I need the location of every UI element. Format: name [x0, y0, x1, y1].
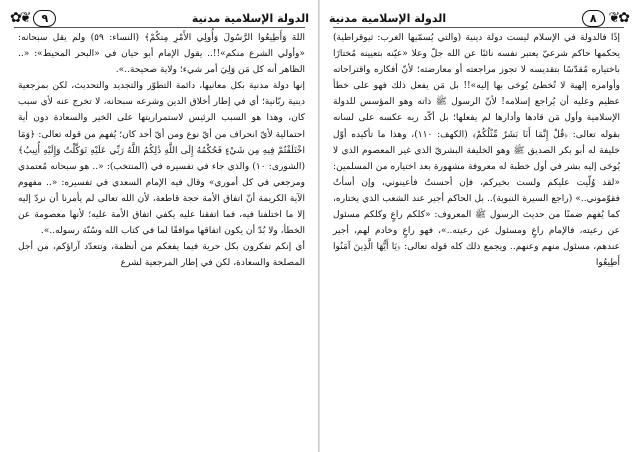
right-page: [319, 0, 638, 452]
right-page-number: ٨: [582, 10, 605, 27]
right-page-header: [329, 8, 628, 28]
left-page-number: ٩: [33, 10, 56, 27]
right-page-body: [333, 30, 620, 271]
left-paragraph-3: أي إنكم تفكرون بكل حرية فيما يفعكم من أنظمة، وتتعدّد آراؤكم، من أجل المصلحة والسعادة، لكن في إطار المرجعية لشرع: [18, 242, 305, 269]
left-running-title: الدولة الإسلامية مدنية: [191, 11, 309, 25]
left-paragraph-1: اللهَ وَأَطِيعُوا الرَّسُولَ وَأُولِي الأَمْرِ مِنكُمْ﴾ (النساء: ٥٩) ولم يقل سبحانه: «وأولي الشرع منكم»!!.. يقول الإمام أبو حيان في «البحر المحيط»: «.. الظاهر أنه كل مَن وَلِيَ أمر شيء؛ ولاية صحيحة..».: [18, 33, 305, 76]
left-page-body: [18, 30, 305, 271]
left-paragraph-2: إنها دولة مدنية بكل معانيها، دائمة التطوّر والتجديد والتحديث، لكن بمرجعية دينية ربّانية؛ أي في إطار أخلاق الدين وشرعه سبحانه، لا تخرج عنه لأي سبب كان، وهذا هو السبب الرئيس لاستمراريتها على الخير والسعادة دون أية احتمالية لأيّ انحراف من أيّ نوع ومن أيّ أحد كان؛ يُفهم من قوله تعالى: ﴿وَمَا اخْتَلَفْتُمْ فِيهِ مِن شَيْءٍ فَحُكْمُهُ إِلَى اللَّهِ ذَٰلِكُمُ اللَّهُ رَبِّي عَلَيْهِ تَوَكَّلْتُ وَإِلَيْهِ أُنِيبُ﴾ (الشورى: ١٠) والذي جاء في تفسيره في (المنتخب): «.. هو سبحانه مُعتمدي ومرجعي في كل أموري» وقال فيه الإمام السعدي في تفسيره: «.. مفهوم الآية الكريمة أنّ اتفاق الأمة حجة قاطعة، لأن الله تعالى لم يأمرنا أن نردّ إليه إلا ما اختلفنا فيه، فما اتفقنا عليه يكفي اتفاق الأمة عليه؛ لأنها معصومة عن الخطأ، ولا بُدّ أن يكون اتفاقها موافقًا لما في كتاب الله وسُنّة رسوله..».: [18, 81, 305, 237]
left-header-title-group: [192, 12, 309, 25]
left-header-number-group: [10, 10, 60, 27]
right-paragraph-1: إذًا فالدولة في الإسلام ليست دولة دينية (والتي يُسمّيها الغرب: ثيوقراطية) يحكمها حاكم شرعيّ يعتبر نفسه نائبًا عن الله جلّ وعلا «عيّنه بتعيينه مُختارًا باختياره مُقدّسًا بتقديسه لا تجوز مراجعته أو معارضته؛ لأنّ أفكاره واقتراحاته وأوامره إلهية لا تُخطئ يُوحَى بها إليه»!! بل مَن يفعل ذلك فهو على خطأ عظيم وعليه أن يُراجع إسلامه! لأنّ الرسول ﷺ ذاته وهو المؤسس للدولة الإسلامية وأول مَن قادها وأدارها لم يفعلها؛ بل أكّد ربه عكسه على لسانه بقوله تعالى: ﴿قُلْ إِنَّمَا أَنَا بَشَرٌ مِّثْلُكُمْ﴾ (الكهف: ١١٠)، وهذا ما تأكيده أوّل خليفة له أبو بكر الصديق ﷺ وهو الخليفة البشريّ الذي غير المعصوم الذي لا يُوحَى إليه بشر في أول خطبة له معروفة مشهورة بعد اختياره من المسلمين: «لقد وُلّيت عليكم ولست بخيركم، فإن أحسنتُ فأعينوني، وإن أسأتُ فقوّموني..» (راجع السيرة النبوية).. بل الحاكم أجير عند الشعب الذي يختاره، كما يُفهم ضمنًا من حديث الرسول ﷺ المعروف: «كلكم راعٍ وكلكم مسئول عن رعيته، فالإمام راعٍ ومسئول عن رعيته..»، فهو راعٍ وخادم لهم، أجير عندهم، مسئول منهم وعنهم.. ويجمع ذلك كله قوله تعالى: ﴿يَا أَيُّهَا الَّذِينَ آمَنُوا أَطِيعُوا: [333, 33, 620, 269]
right-header-number-group: [578, 10, 628, 27]
floral-ornament-icon: ❦✿: [10, 10, 30, 26]
right-header-rule: [333, 27, 624, 28]
left-header-rule: [14, 27, 305, 28]
floral-ornament-icon: ✿❦: [608, 10, 628, 26]
left-page-header: [10, 8, 309, 28]
right-running-title: الدولة الإسلامية مدنية: [329, 11, 447, 25]
right-header-title-group: [329, 12, 446, 25]
